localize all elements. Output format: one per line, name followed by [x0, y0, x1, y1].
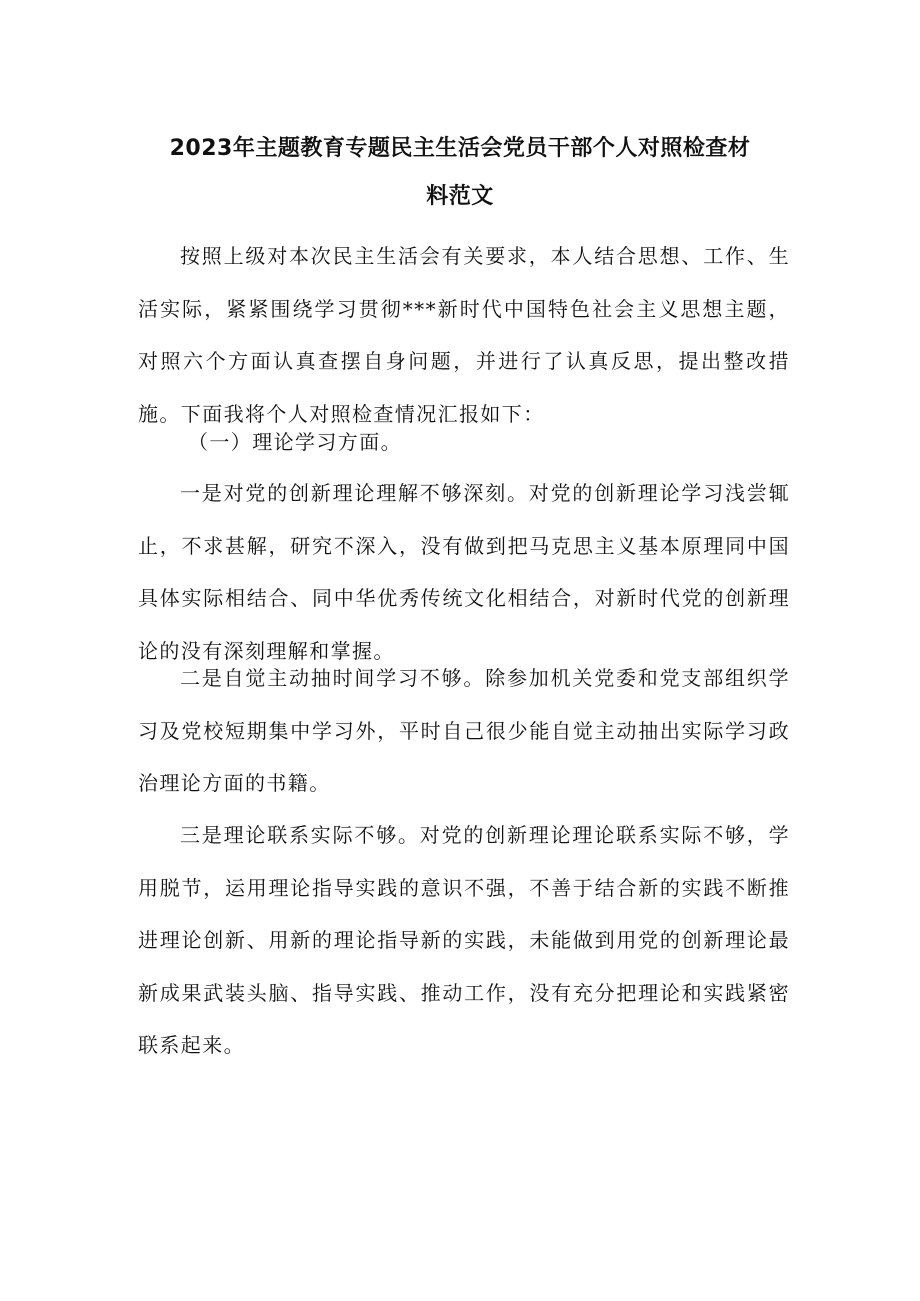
document-title-line-1: 2023年主题教育专题民主生活会党员干部个人对照检查材: [169, 136, 751, 161]
section-heading-theory-study: （一）理论学习方面。: [188, 430, 402, 454]
paragraph-point-two: 二是自觉主动抽时间学习不够。除参加机关党委和党支部组织学习及党校短期集中学习外，平时自己很少能自觉主动抽出实际学习政治理论方面的书籍。: [138, 666, 790, 795]
paragraph-point-three: 三是理论联系实际不够。对党的创新理论理论联系实际不够，学用脱节，运用理论指导实践的意识不强，不善于结合新的实践不断推进理论创新、用新的理论指导新的实践，未能做到用党的创新理论最新成果武装头脑、指导实践、推动工作，没有充分把理论和实践紧密联系起来。: [138, 823, 790, 1057]
intro-paragraph: 按照上级对本次民主生活会有关要求，本人结合思想、工作、生活实际，紧紧围绕学习贯彻***新时代中国特色社会主义思想主题，对照六个方面认真查摆自身问题，并进行了认真反思，提出整改措施。下面我将个人对照检查情况汇报如下：: [138, 244, 790, 426]
document-title-line-2: 料范文: [426, 184, 494, 209]
paragraph-point-one: 一是对党的创新理论理解不够深刻。对党的创新理论学习浅尝辄止，不求甚解，研究不深入，没有做到把马克思主义基本原理同中国具体实际相结合、同中华优秀传统文化相结合，对新时代党的创新理论的没有深刻理解和掌握。: [138, 481, 790, 663]
